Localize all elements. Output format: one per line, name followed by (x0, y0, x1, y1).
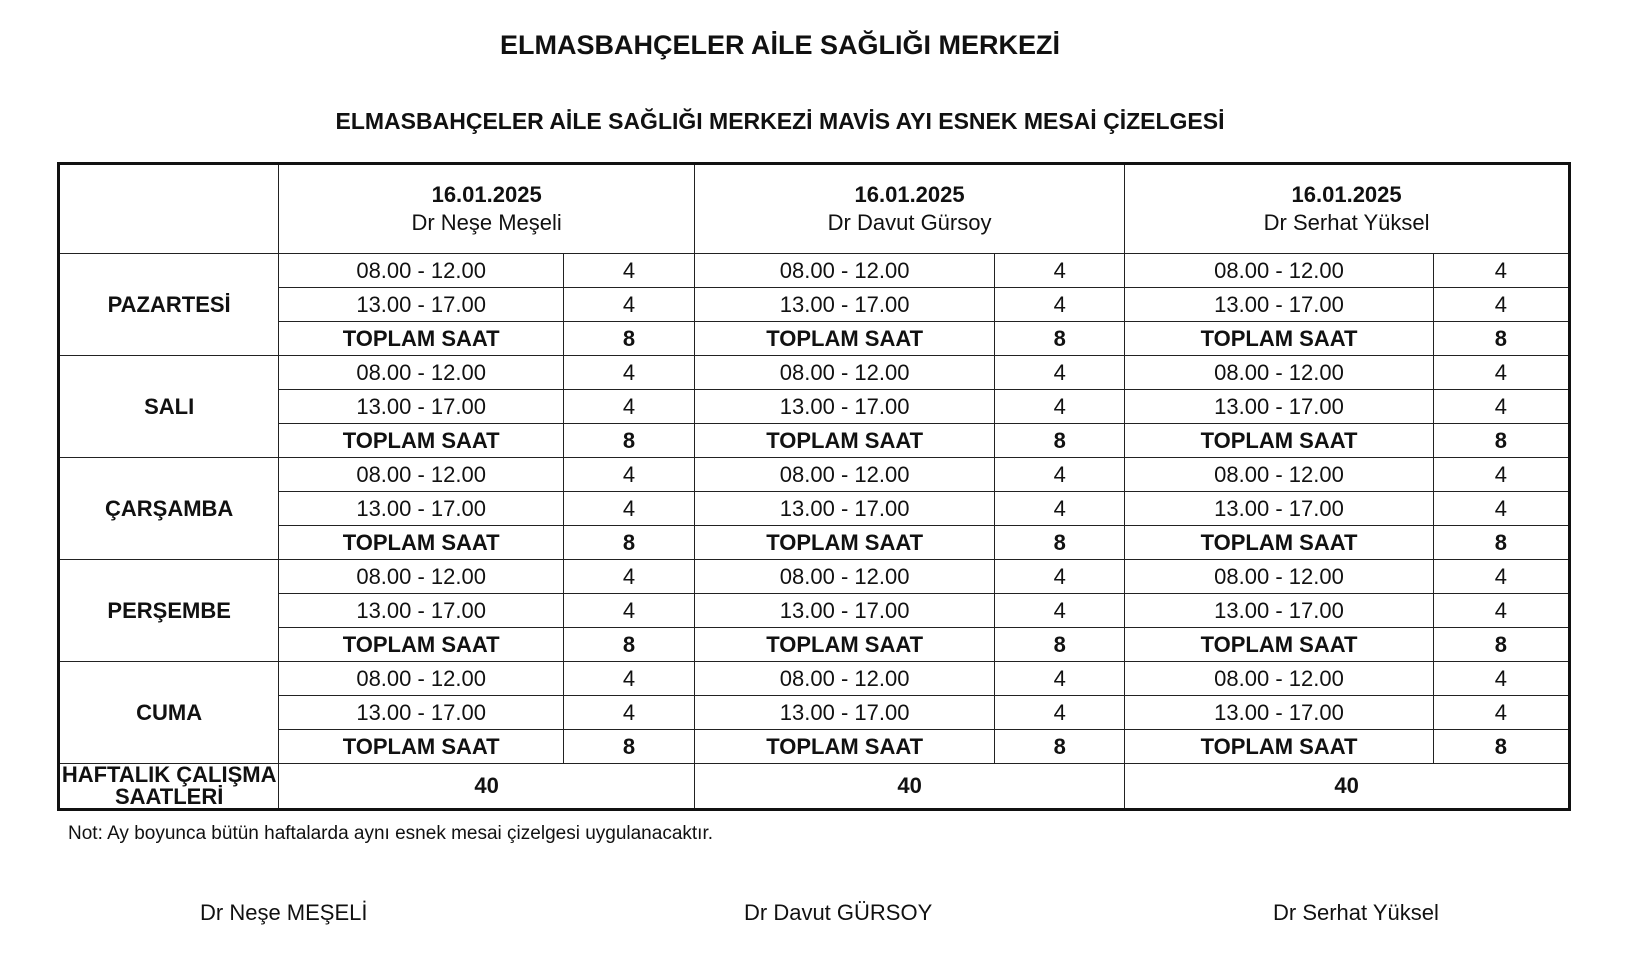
slot-hours: 4 (1433, 390, 1569, 424)
total-label: TOPLAM SAAT (279, 730, 564, 764)
time-slot: 08.00 - 12.00 (694, 254, 994, 288)
time-slot: 08.00 - 12.00 (279, 254, 564, 288)
signature-2: Dr Davut GÜRSOY (744, 900, 933, 925)
note (68, 823, 713, 845)
slot-hours: 4 (1433, 288, 1569, 322)
doctor-name: Dr Davut Gürsoy (827, 210, 992, 235)
table-row (59, 594, 1570, 628)
total-label: TOPLAM SAAT (279, 322, 564, 356)
slot-hours: 4 (1433, 594, 1569, 628)
time-slot: 13.00 - 17.00 (694, 594, 994, 628)
day-total: 8 (995, 628, 1125, 662)
weekly-total: 40 (1125, 764, 1570, 810)
table-row (59, 356, 1570, 390)
total-label: TOPLAM SAAT (279, 526, 564, 560)
table-row (59, 254, 1570, 288)
time-slot: 13.00 - 17.00 (1125, 390, 1434, 424)
table-row (59, 526, 1570, 560)
time-slot: 13.00 - 17.00 (694, 492, 994, 526)
doctor-date: 16.01.2025 (1291, 182, 1402, 207)
schedule-table (57, 162, 1571, 811)
time-slot: 13.00 - 17.00 (694, 696, 994, 730)
doctor-name: Dr Neşe Meşeli (411, 210, 562, 235)
time-slot: 13.00 - 17.00 (279, 696, 564, 730)
table-row (59, 424, 1570, 458)
total-label: TOPLAM SAAT (694, 322, 994, 356)
total-label: TOPLAM SAAT (694, 730, 994, 764)
slot-hours: 4 (995, 662, 1125, 696)
day-total: 8 (564, 730, 695, 764)
time-slot: 13.00 - 17.00 (1125, 594, 1434, 628)
slot-hours: 4 (995, 696, 1125, 730)
day-total: 8 (995, 526, 1125, 560)
total-label: TOPLAM SAAT (1125, 730, 1434, 764)
table-row (59, 322, 1570, 356)
document-title: ELMASBAHÇELER AİLE SAĞLIĞI MERKEZİ (499, 30, 1060, 60)
slot-hours: 4 (564, 390, 695, 424)
time-slot: 13.00 - 17.00 (694, 390, 994, 424)
table-row (59, 730, 1570, 764)
total-label: TOPLAM SAAT (279, 628, 564, 662)
day-total: 8 (1433, 526, 1569, 560)
total-label: TOPLAM SAAT (694, 424, 994, 458)
time-slot: 08.00 - 12.00 (1125, 662, 1434, 696)
slot-hours: 4 (564, 696, 695, 730)
slot-hours: 4 (1433, 254, 1569, 288)
slot-hours: 4 (995, 254, 1125, 288)
time-slot: 13.00 - 17.00 (279, 492, 564, 526)
day-total: 8 (1433, 730, 1569, 764)
doctor-header (279, 164, 695, 254)
total-label: TOPLAM SAAT (694, 628, 994, 662)
time-slot: 08.00 - 12.00 (694, 560, 994, 594)
slot-hours: 4 (564, 662, 695, 696)
slot-hours: 4 (564, 458, 695, 492)
time-slot: 08.00 - 12.00 (279, 458, 564, 492)
table-row (59, 662, 1570, 696)
slot-hours: 4 (995, 288, 1125, 322)
total-label: TOPLAM SAAT (1125, 526, 1434, 560)
weekly-total: 40 (694, 764, 1124, 810)
table-row (59, 696, 1570, 730)
day-total: 8 (995, 424, 1125, 458)
weekly-row (59, 764, 1570, 810)
time-slot: 08.00 - 12.00 (694, 458, 994, 492)
day-total: 8 (564, 424, 695, 458)
slot-hours: 4 (995, 594, 1125, 628)
corner-cell (59, 164, 279, 254)
time-slot: 08.00 - 12.00 (1125, 254, 1434, 288)
doctor-header (694, 164, 1124, 254)
doctor-name: Dr Serhat Yüksel (1263, 210, 1430, 235)
day-label: ÇARŞAMBA (59, 458, 279, 560)
table-row (59, 390, 1570, 424)
total-label: TOPLAM SAAT (694, 526, 994, 560)
doctor-header (1125, 164, 1570, 254)
header-row (59, 164, 1570, 254)
signature-3: Dr Serhat Yüksel (1273, 900, 1439, 925)
schedule-title: ELMASBAHÇELER AİLE SAĞLIĞI MERKEZİ MAVİS AYI ESNEK MESAİ ÇİZELGESİ (335, 108, 1225, 134)
table-row (59, 492, 1570, 526)
time-slot: 08.00 - 12.00 (694, 356, 994, 390)
note-text: Ay boyunca bütün haftalarda aynı esnek mesai çizelgesi uygulanacaktır. (102, 823, 714, 844)
slot-hours: 4 (564, 560, 695, 594)
weekly-label: HAFTALIK ÇALIŞMA SAATLERİ (59, 764, 279, 810)
total-label: TOPLAM SAAT (1125, 424, 1434, 458)
time-slot: 08.00 - 12.00 (1125, 560, 1434, 594)
slot-hours: 4 (564, 594, 695, 628)
day-label: CUMA (59, 662, 279, 764)
day-total: 8 (564, 526, 695, 560)
slot-hours: 4 (995, 390, 1125, 424)
total-label: TOPLAM SAAT (1125, 628, 1434, 662)
time-slot: 13.00 - 17.00 (279, 390, 564, 424)
day-total: 8 (564, 322, 695, 356)
time-slot: 08.00 - 12.00 (694, 662, 994, 696)
signature-1: Dr Neşe MEŞELİ (200, 900, 368, 925)
doctor-date: 16.01.2025 (431, 182, 542, 207)
total-label: TOPLAM SAAT (1125, 322, 1434, 356)
time-slot: 13.00 - 17.00 (279, 594, 564, 628)
day-total: 8 (1433, 424, 1569, 458)
slot-hours: 4 (564, 254, 695, 288)
time-slot: 13.00 - 17.00 (694, 288, 994, 322)
time-slot: 08.00 - 12.00 (279, 356, 564, 390)
day-total: 8 (564, 628, 695, 662)
day-total: 8 (995, 730, 1125, 764)
day-total: 8 (1433, 628, 1569, 662)
slot-hours: 4 (1433, 560, 1569, 594)
slot-hours: 4 (564, 356, 695, 390)
slot-hours: 4 (995, 560, 1125, 594)
time-slot: 13.00 - 17.00 (1125, 492, 1434, 526)
slot-hours: 4 (995, 458, 1125, 492)
day-total: 8 (1433, 322, 1569, 356)
slot-hours: 4 (995, 492, 1125, 526)
table-row (59, 628, 1570, 662)
slot-hours: 4 (1433, 662, 1569, 696)
day-label: PAZARTESİ (59, 254, 279, 356)
day-label: SALI (59, 356, 279, 458)
time-slot: 13.00 - 17.00 (279, 288, 564, 322)
table-row (59, 288, 1570, 322)
time-slot: 08.00 - 12.00 (1125, 458, 1434, 492)
slot-hours: 4 (564, 288, 695, 322)
slot-hours: 4 (995, 356, 1125, 390)
time-slot: 08.00 - 12.00 (279, 560, 564, 594)
time-slot: 08.00 - 12.00 (1125, 356, 1434, 390)
day-total: 8 (995, 322, 1125, 356)
time-slot: 13.00 - 17.00 (1125, 696, 1434, 730)
slot-hours: 4 (1433, 492, 1569, 526)
table-row (59, 458, 1570, 492)
slot-hours: 4 (1433, 458, 1569, 492)
time-slot: 13.00 - 17.00 (1125, 288, 1434, 322)
day-label: PERŞEMBE (59, 560, 279, 662)
total-label: TOPLAM SAAT (279, 424, 564, 458)
note-prefix: Not: (68, 823, 103, 844)
time-slot: 08.00 - 12.00 (279, 662, 564, 696)
doctor-date: 16.01.2025 (854, 182, 965, 207)
slot-hours: 4 (564, 492, 695, 526)
weekly-total: 40 (279, 764, 695, 810)
slot-hours: 4 (1433, 356, 1569, 390)
slot-hours: 4 (1433, 696, 1569, 730)
table-row (59, 560, 1570, 594)
